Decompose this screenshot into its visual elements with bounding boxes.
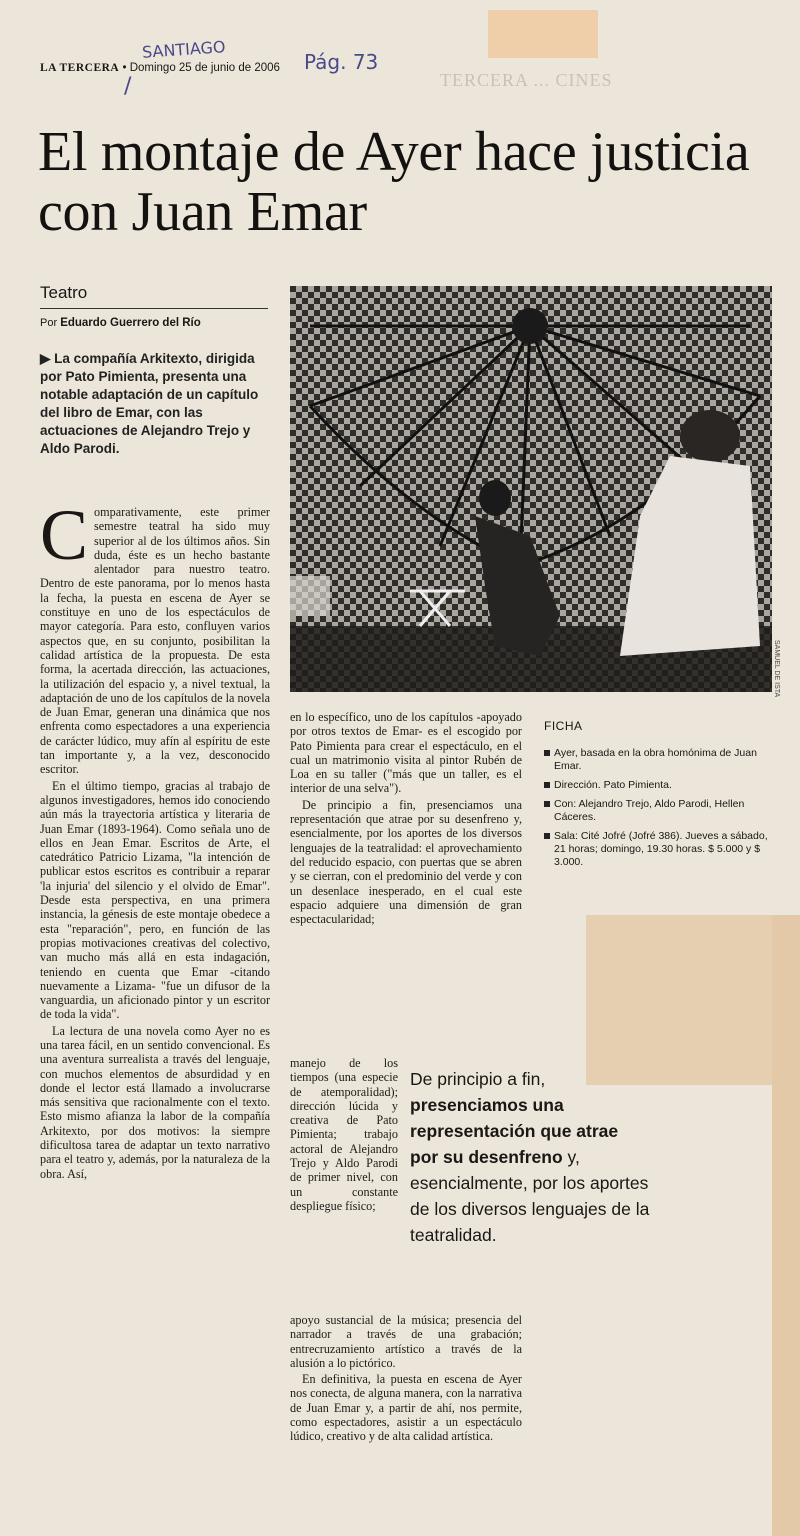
body-column-2-top bbox=[290, 710, 522, 928]
ficha-list bbox=[544, 747, 772, 869]
section-label: Teatro bbox=[40, 283, 88, 302]
handwritten-city: SANTIAGO bbox=[141, 37, 227, 62]
byline-prefix: Por bbox=[40, 317, 58, 329]
masthead bbox=[40, 62, 280, 74]
stage-prop bbox=[290, 576, 330, 616]
pull-quote-text: De principio a fin, bbox=[410, 1069, 546, 1089]
ficha-item: Sala: Cité Jofré (Jofré 386). Jueves a sábado, 21 horas; domingo, 19.30 horas. $ 5.000 y $ 3.000. bbox=[544, 830, 772, 869]
pull-quote-bold: presenciamos una representación que atrae por su desenfreno bbox=[410, 1095, 619, 1167]
body-text: omparativamente, este primer semestre teatral ha sido muy superior al de los últimos años. Sin duda, éste es un hecho bastante alentador para nuestro teatro. Dentro de este panorama, por lo menos hasta la fecha, la puesta en escena de Ayer se constituye en uno de los espectáculos de mayor categoría. Para esto, confluyen varios aspectos que, en su conjunto, posibilitan la calidad artística de la propuesta. De esta forma, la acertada dirección, las actuaciones, la utilización del espacio y, a nivel textual, la adaptación de uno de los capítulos de la novela de Juan Emar, generan una dinámica que nos enfrenta como espectadores a una experiencia de carácter lúdico, muy afín al espíritu de este tan importante y, a la vez, desconocido escritor. bbox=[40, 505, 270, 777]
separator: • bbox=[122, 62, 130, 74]
pull-quote bbox=[410, 1066, 650, 1248]
paper-name: LA TERCERA bbox=[40, 62, 120, 74]
author: Eduardo Guerrero del Río bbox=[60, 317, 201, 329]
handwritten-page: Pág. 73 bbox=[304, 50, 379, 74]
lead-paragraph: ▶ La compañía Arkitexto, dirigida por Pato Pimienta, presenta una notable adaptación de un capítulo del libro de Emar, con las actuaciones de Alejandro Trejo y Aldo Parodi. bbox=[40, 351, 259, 456]
ficha-item: Ayer, basada en la obra homónima de Juan Emar. bbox=[544, 747, 772, 773]
body-paragraph bbox=[40, 495, 270, 777]
body-paragraph bbox=[290, 710, 522, 796]
paper-backing-strip bbox=[772, 915, 800, 1536]
umbrella-hub bbox=[512, 308, 548, 344]
handwritten-mark: / bbox=[124, 74, 132, 99]
ficha-title: FICHA bbox=[544, 719, 583, 733]
theatre-photo bbox=[290, 286, 772, 692]
issue-date: Domingo 25 de junio de 2006 bbox=[129, 62, 280, 74]
body-column-2-bottom bbox=[290, 1313, 522, 1446]
body-column-1 bbox=[40, 495, 270, 1183]
byline bbox=[40, 317, 201, 329]
body-text: En el último tiempo, gracias al trabajo de algunos investigadores, hemos ido conociendo aún más la trayectoria artística y literaria de Juan Emar (1893-1964). Como señala uno de ellos en Jean Emar. Escritos de Arte, el catedrático Patricio Lizama, "la intención de publicar estos escritos es contribuir a reparar 'la injuria' del silencio y el olvido de Emar". Desde esta perspectiva, en una primera instancia, la génesis de este montaje obedece a esta "reparación", pero, en función de las propias motivaciones creativas del colectivo, van mucho más allá en esta indagación, teniendo en cuenta que Emar -citando nuevamente a Lizama- "fue un difusor de la vanguardia, un aficionado pintor y un escritor de toda la vida". bbox=[40, 778, 270, 1022]
body-paragraph bbox=[40, 779, 270, 1022]
photo-credit: SAMUEL DE ISTA bbox=[773, 640, 780, 698]
body-paragraph bbox=[40, 1024, 270, 1181]
pull-quote-text: y, esencialmente, por los aportes de los diversos lenguajes de la teatralidad. bbox=[410, 1147, 650, 1245]
show-through-text: TERCERA ... CINES bbox=[440, 70, 613, 90]
body-text: en lo específico, uno de los capítulos -apoyado por otros textos de Emar- es el escogido por Pato Pimienta para crear el espectáculo, en el cual un matrimonio visita al pintor Rubén de Loa en su taller ("más que un taller, es el interior de una selva"). bbox=[290, 710, 522, 796]
body-text: En definitiva, la puesta en escena de Ayer nos conecta, de alguna manera, con la narrativa de Juan Emar y, a partir de ahí, nos permite, como espectadores, asistir a un espectáculo lúdico, creativo y de alta calidad artística. bbox=[290, 1372, 522, 1444]
body-text: apoyo sustancial de la música; presencia del narrador a través de una grabación; entrecruzamiento artístico a través de la alusión a lo pictórico. bbox=[290, 1313, 522, 1370]
paper-backing bbox=[586, 915, 800, 1085]
body-paragraph bbox=[290, 798, 522, 927]
body-paragraph bbox=[290, 1313, 522, 1370]
ficha-box bbox=[544, 720, 772, 875]
headline: El montaje de Ayer hace justicia con Juan Emar bbox=[38, 121, 750, 243]
body-paragraph: manejo de los tiempos (una especie de atemporalidad); dirección lúcida y creativa de Pato Pimienta; trabajo actoral de Alejandro Trejo y Aldo Parodi de primer nivel, con un constante despliegue físico; bbox=[290, 1056, 398, 1213]
body-paragraph bbox=[290, 1372, 522, 1443]
ficha-item: Dirección. Pato Pimienta. bbox=[544, 779, 772, 792]
stamp-patch bbox=[488, 10, 598, 58]
body-column-2-narrow bbox=[290, 1056, 398, 1215]
body-text: La lectura de una novela como Ayer no es una tarea fácil, en un sentido convencional. Es una aventura surrealista a través del lenguaje, con muchos elementos de absurdidad y en donde el lector está llamado a involucrarse más sensitiva que racionalmente con el texto. Esto mismo afianza la labor de la compañía Arkitexto, por dos motivos: la siempre dificultosa tarea de adaptar un texto narrativo para el teatro y, además, por la naturaleza de la obra. Así, bbox=[40, 1023, 270, 1181]
body-text: De principio a fin, presenciamos una representación que atrae por su desenfreno y, esencialmente, por los aportes de los diversos lenguajes de la teatralidad: el aprovechamiento del reducido espacio, con puertas que se abren y se cierran, con el predominio del verde y con un desenlace inesperado, en el cual este espacio adquiere una dimensión de gran espectacularidad; bbox=[290, 797, 522, 927]
drop-cap: C bbox=[40, 495, 89, 575]
divider bbox=[40, 308, 268, 309]
ficha-item: Con: Alejandro Trejo, Aldo Parodi, Hellen Cáceres. bbox=[544, 798, 772, 824]
